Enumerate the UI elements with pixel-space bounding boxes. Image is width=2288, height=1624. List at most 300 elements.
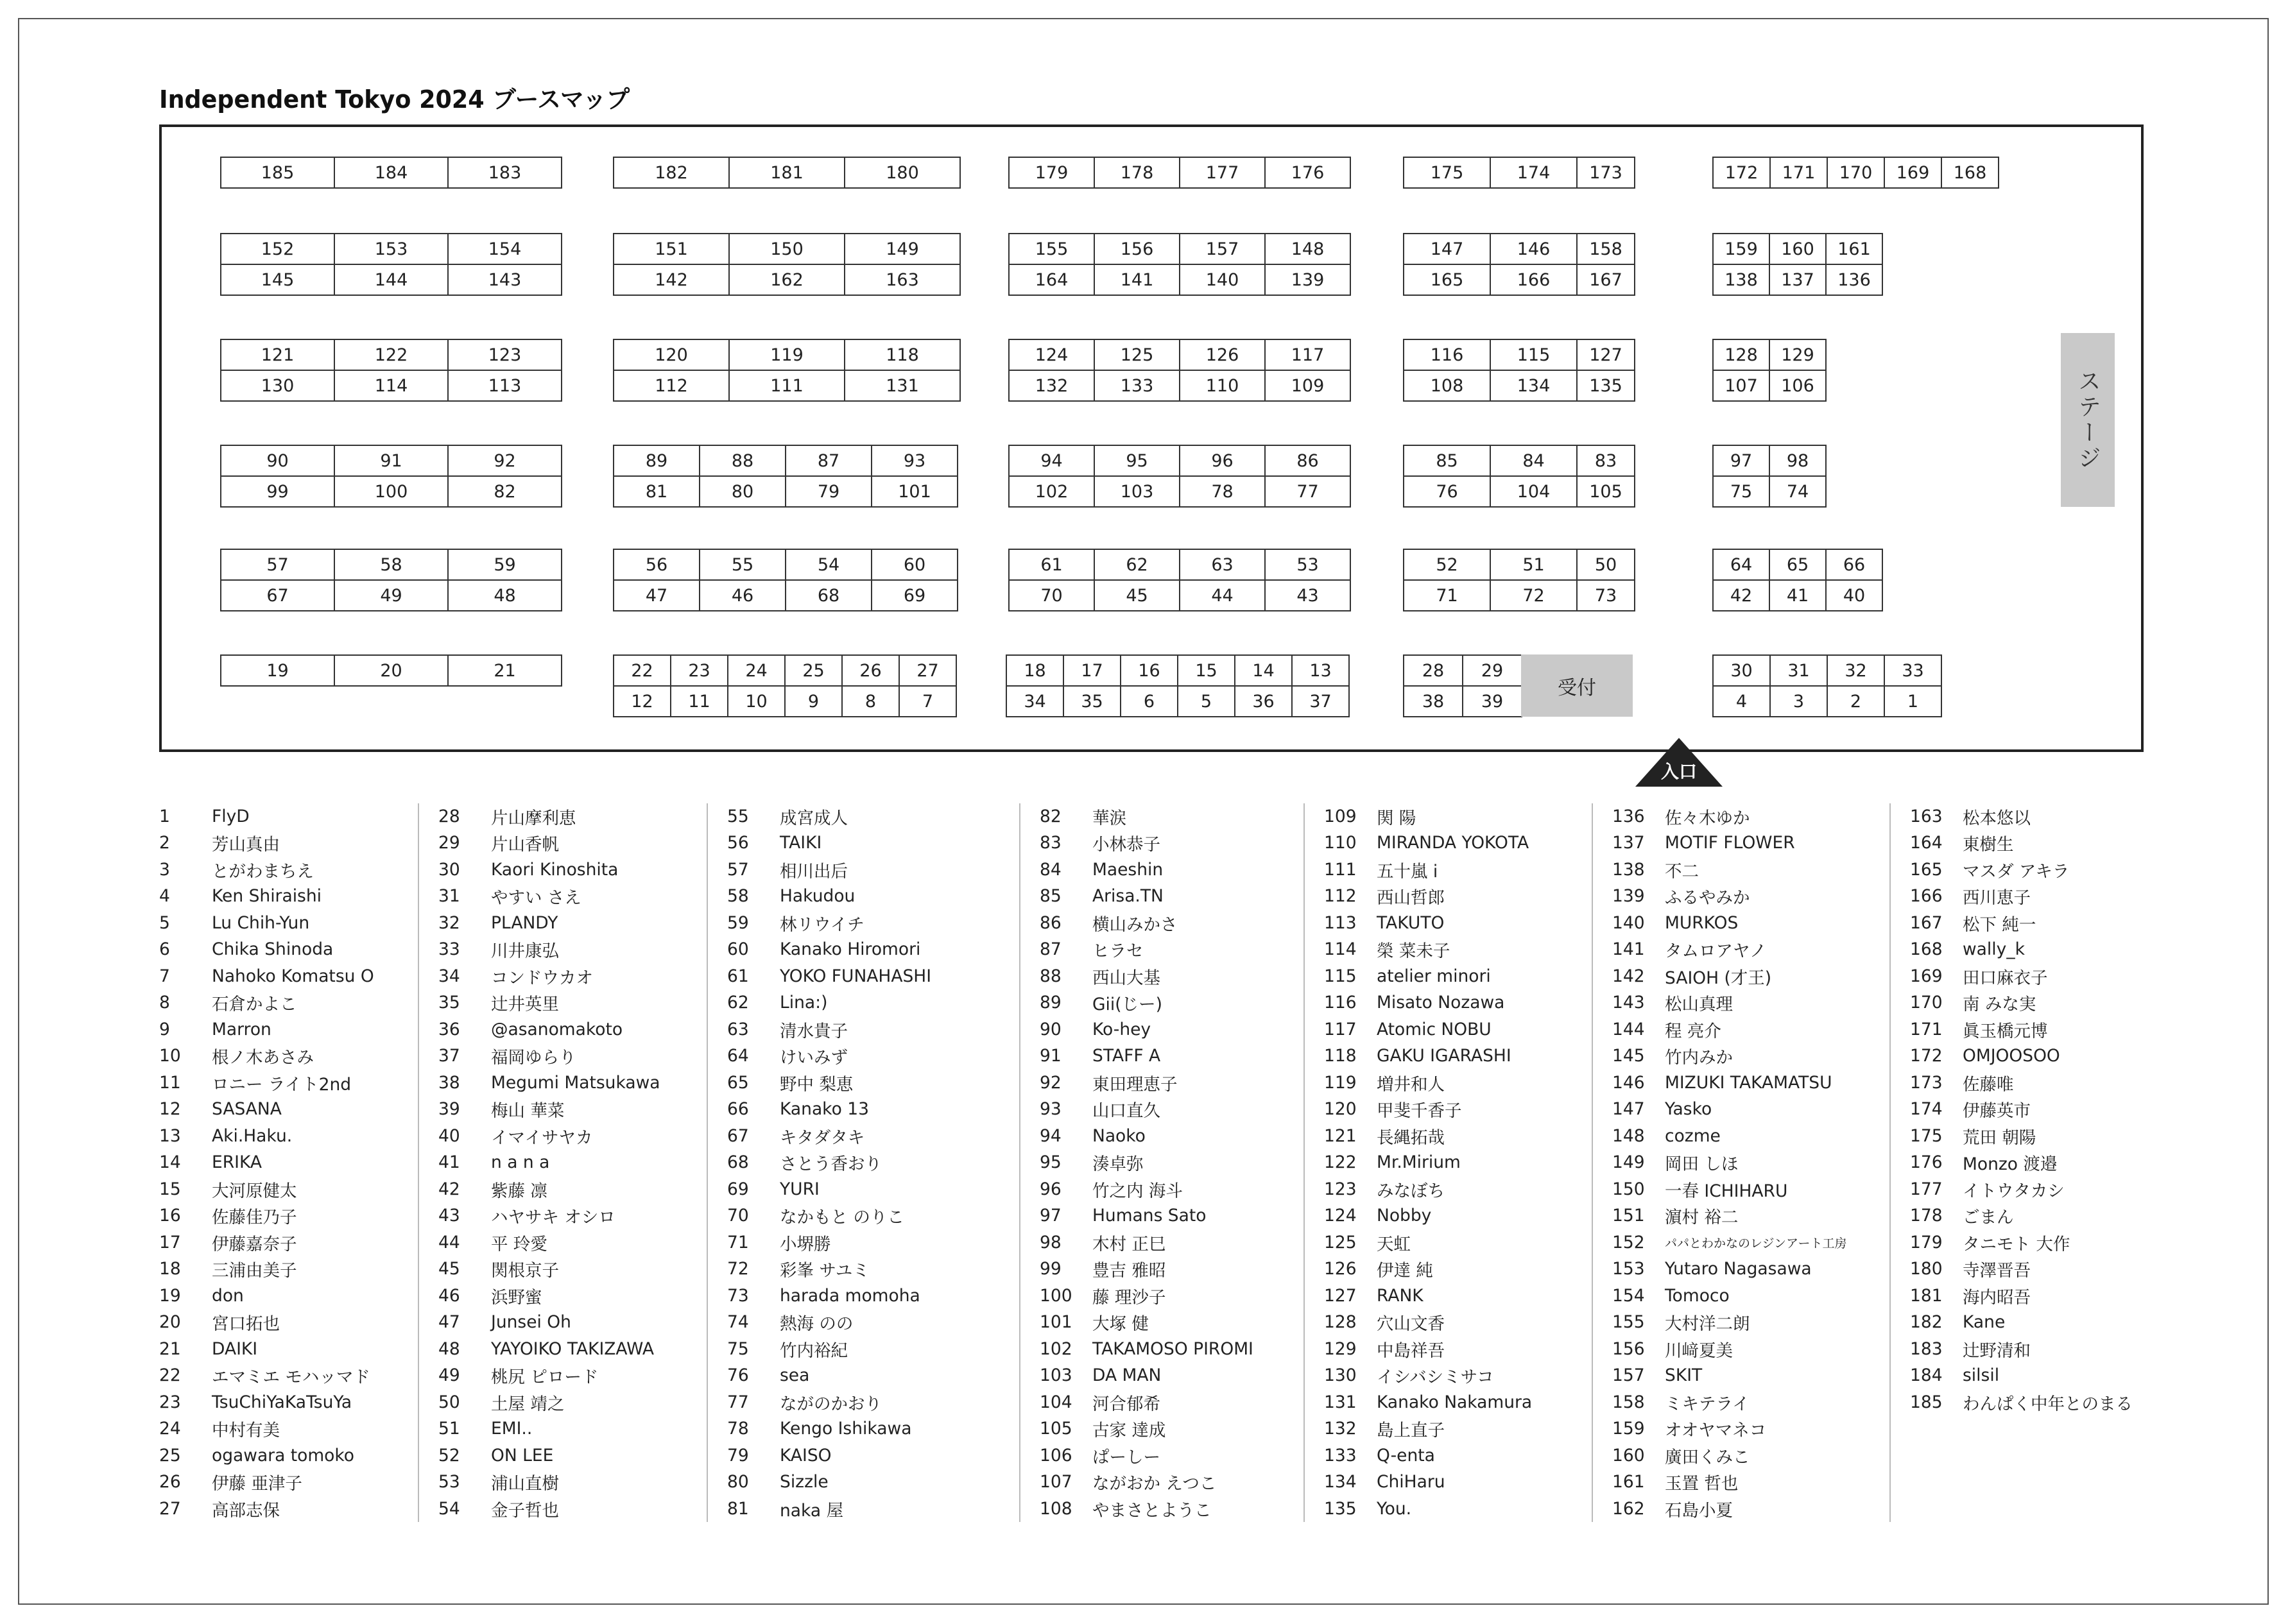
- booth-number: 79: [727, 1445, 749, 1466]
- exhibitor-row: [159, 1176, 297, 1202]
- exhibitor-name: atelier minori: [1377, 966, 1491, 986]
- exhibitor-name: 辻井英里: [491, 995, 559, 1014]
- exhibitor-name: PLANDY: [491, 912, 558, 933]
- booth-cell: 73: [1576, 579, 1635, 611]
- booth-number: 13: [159, 1125, 181, 1146]
- booth-number: 75: [727, 1338, 749, 1359]
- booth-number: 166: [1910, 886, 1943, 906]
- exhibitor-name: FlyD: [212, 806, 250, 826]
- booth-number: 7: [159, 966, 170, 986]
- exhibitor-row: [438, 1283, 542, 1308]
- booth-number: 16: [159, 1206, 181, 1226]
- booth-cell: 125: [1094, 339, 1180, 371]
- booth-cell: 173: [1576, 157, 1635, 189]
- booth-cell: 109: [1264, 370, 1351, 402]
- exhibitor-name: 田口麻衣子: [1963, 968, 2048, 988]
- booth-number: 148: [1612, 1125, 1645, 1146]
- booth-number: 98: [1040, 1232, 1062, 1252]
- booth-number: 150: [1612, 1179, 1645, 1199]
- exhibitor-row: [1040, 1176, 1183, 1202]
- booth-cell: 48: [447, 579, 562, 611]
- exhibitor-name: ChiHaru: [1377, 1472, 1445, 1492]
- exhibitor-name: 東樹生: [1963, 835, 2014, 855]
- booth-cell: 94: [1008, 445, 1095, 477]
- exhibitor-row: [727, 1070, 853, 1095]
- exhibitor-row: [1910, 1123, 2036, 1149]
- exhibitor-name: パパとわかなのレジンアート工房: [1665, 1236, 1847, 1251]
- exhibitor-row: [1324, 910, 1444, 936]
- booth-number: 153: [1612, 1259, 1645, 1279]
- booth-cell: 112: [613, 370, 730, 402]
- exhibitor-row: [727, 857, 848, 882]
- booth-number: 21: [159, 1338, 181, 1359]
- exhibitor-row: [159, 1070, 351, 1095]
- exhibitor-name: 大河原健太: [212, 1181, 297, 1201]
- exhibitor-name: Maeshin: [1092, 859, 1164, 880]
- booth-cell: 164: [1008, 264, 1095, 296]
- booth-cell: 139: [1264, 264, 1351, 296]
- booth-cell: 52: [1403, 549, 1491, 581]
- exhibitor-row: [1910, 1336, 2031, 1362]
- exhibitor-row: [727, 1043, 848, 1069]
- exhibitor-row: [1040, 1496, 1212, 1521]
- booth-number: 96: [1040, 1179, 1062, 1199]
- booth-cell: 34: [1006, 685, 1064, 717]
- booth-number: 126: [1324, 1259, 1357, 1279]
- booth-cell: 100: [334, 475, 449, 508]
- exhibitor-row: [1910, 1203, 2014, 1229]
- exhibitor-row: [1612, 884, 1750, 909]
- booth-number: 51: [438, 1419, 460, 1439]
- booth-cell: 146: [1490, 233, 1578, 265]
- booth-cell: 31: [1769, 654, 1828, 687]
- booth-cell: 60: [871, 549, 958, 581]
- booth-number: 157: [1612, 1365, 1645, 1385]
- booth-cell: 46: [699, 579, 786, 611]
- booth-number: 110: [1324, 833, 1357, 853]
- exhibitor-row: [1910, 803, 2031, 829]
- exhibitor-row: [159, 1203, 297, 1229]
- exhibitor-name: STAFF A: [1092, 1046, 1161, 1066]
- exhibitor-name: ogawara tomoko: [212, 1445, 354, 1466]
- exhibitor-row: [159, 1310, 280, 1335]
- booth-cell: 77: [1264, 475, 1351, 508]
- exhibitor-name: マスダ アキラ: [1963, 861, 2070, 882]
- exhibitor-row: [1910, 1229, 2070, 1255]
- booth-number: 139: [1612, 886, 1645, 906]
- booth-number: 3: [159, 859, 170, 880]
- booth-cell: 39: [1462, 685, 1522, 717]
- exhibitor-row: [159, 1363, 370, 1389]
- exhibitor-name: sea: [780, 1365, 810, 1385]
- exhibitor-name: とがわまちえ: [212, 861, 314, 882]
- booth-number: 181: [1910, 1285, 1943, 1306]
- booth-cell: 6: [1120, 685, 1178, 717]
- booth-cell: 30: [1712, 654, 1771, 687]
- exhibitor-name: 伊藤嘉奈子: [212, 1234, 297, 1254]
- exhibitor-row: [438, 1203, 615, 1229]
- exhibitor-name: SAIOH (才王): [1665, 968, 1772, 988]
- booth-cell: 57: [220, 549, 335, 581]
- entrance-label: 入口: [1660, 761, 1697, 782]
- booth-number: 71: [727, 1232, 749, 1252]
- exhibitor-row: [1324, 884, 1445, 909]
- booth-number: 146: [1612, 1072, 1645, 1093]
- booth-number: 23: [159, 1392, 181, 1412]
- booth-number: 47: [438, 1312, 460, 1332]
- booth-number: 87: [1040, 939, 1062, 959]
- booth-number: 48: [438, 1338, 460, 1359]
- booth-cell: 14: [1234, 654, 1293, 687]
- exhibitor-row: [727, 1336, 848, 1362]
- exhibitor-row: [727, 1283, 920, 1308]
- exhibitor-name: 辻野清和: [1963, 1340, 2031, 1361]
- exhibitor-name: OMJOOSOO: [1963, 1046, 2060, 1066]
- booth-cell: 121: [220, 339, 335, 371]
- booth-number: 182: [1910, 1312, 1943, 1332]
- booth-number: 180: [1910, 1259, 1943, 1279]
- exhibitor-row: [438, 1496, 559, 1521]
- booth-number: 49: [438, 1365, 460, 1385]
- booth-cell: 97: [1712, 445, 1770, 477]
- exhibitor-name: YURI: [780, 1179, 820, 1199]
- booth-cell: 24: [727, 654, 786, 687]
- exhibitor-row: [1910, 963, 2048, 989]
- booth-cell: 54: [785, 549, 872, 581]
- exhibitor-name: Yutaro Nagasawa: [1665, 1259, 1812, 1279]
- exhibitor-column: [1889, 803, 2167, 1522]
- booth-cell: 44: [1179, 579, 1266, 611]
- booth-cell: 5: [1177, 685, 1235, 717]
- exhibitor-column: [1303, 803, 1581, 1522]
- exhibitor-row: [1612, 1442, 1750, 1468]
- exhibitor-row: [1612, 990, 1733, 1016]
- exhibitor-row: [1040, 1016, 1151, 1042]
- exhibitor-row: [1324, 1176, 1445, 1202]
- exhibitor-row: [1324, 1150, 1461, 1175]
- exhibitor-name: さとう香おり: [780, 1154, 882, 1174]
- booth-number: 31: [438, 886, 460, 906]
- booth-number: 22: [159, 1365, 181, 1385]
- booth-cell: 180: [844, 157, 961, 189]
- booth-number: 85: [1040, 886, 1062, 906]
- booth-number: 93: [1040, 1099, 1062, 1119]
- exhibitor-name: Monzo 渡邉: [1963, 1154, 2058, 1174]
- booth-number: 50: [438, 1392, 460, 1412]
- exhibitor-row: [159, 1416, 280, 1442]
- exhibitor-row: [1612, 1070, 1832, 1095]
- exhibitor-name: Naoko: [1092, 1125, 1146, 1146]
- exhibitor-name: 不二: [1665, 861, 1699, 882]
- exhibitor-name: 彩峯 サユミ: [780, 1261, 870, 1281]
- exhibitor-row: [727, 1310, 853, 1335]
- exhibitor-name: わんぱく中年とのまる: [1963, 1394, 2133, 1414]
- booth-number: 130: [1324, 1365, 1357, 1385]
- booth-cell: 162: [728, 264, 845, 296]
- booth-cell: 119: [728, 339, 845, 371]
- exhibitor-name: 宮口拓也: [212, 1314, 280, 1334]
- booth-number: 173: [1910, 1072, 1943, 1093]
- exhibitor-row: [727, 1469, 829, 1495]
- booth-cell: 87: [785, 445, 872, 477]
- exhibitor-name: 相川出后: [780, 861, 848, 882]
- exhibitor-name: 芳山真由: [212, 835, 280, 855]
- exhibitor-row: [438, 1469, 559, 1495]
- booth-number: 129: [1324, 1338, 1357, 1359]
- exhibitor-name: Arisa.TN: [1092, 886, 1164, 906]
- booth-cell: 47: [613, 579, 700, 611]
- booth-number: 14: [159, 1152, 181, 1172]
- booth-cell: 93: [871, 445, 958, 477]
- booth-cell: 25: [784, 654, 843, 687]
- booth-cell: 23: [670, 654, 728, 687]
- booth-number: 83: [1040, 833, 1062, 853]
- booth-cell: 53: [1264, 549, 1351, 581]
- exhibitor-row: [727, 1496, 843, 1521]
- booth-cell: 161: [1825, 233, 1883, 265]
- exhibitor-row: [1910, 910, 2036, 936]
- exhibitor-row: [159, 1123, 292, 1149]
- booth-cell: 108: [1403, 370, 1491, 402]
- booth-number: 147: [1612, 1099, 1645, 1119]
- exhibitor-name: 梅山 華菜: [491, 1101, 565, 1121]
- booth-cell: 111: [728, 370, 845, 402]
- exhibitor-row: [727, 1442, 832, 1468]
- booth-number: 11: [159, 1072, 181, 1093]
- booth-number: 6: [159, 939, 170, 959]
- booth-cell: 123: [447, 339, 562, 371]
- exhibitor-name: Lu Chih-Yun: [212, 912, 310, 933]
- booth-number: 170: [1910, 993, 1943, 1013]
- exhibitor-name: 竹内みか: [1665, 1048, 1733, 1068]
- exhibitor-name: 紫藤 凛: [491, 1181, 547, 1201]
- booth-number: 128: [1324, 1312, 1357, 1332]
- exhibitor-row: [159, 1016, 271, 1042]
- exhibitor-name: 榮 菜未子: [1377, 941, 1450, 961]
- exhibitor-row: [727, 1229, 831, 1255]
- exhibitor-row: [1910, 857, 2069, 882]
- booth-cell: 68: [785, 579, 872, 611]
- booth-cell: 79: [785, 475, 872, 508]
- booth-cell: 22: [613, 654, 671, 687]
- exhibitor-row: [159, 884, 322, 909]
- exhibitor-name: Sizzle: [780, 1472, 829, 1492]
- booth-cell: 61: [1008, 549, 1095, 581]
- booth-number: 160: [1612, 1445, 1645, 1466]
- exhibitor-name: 中島祥吾: [1377, 1340, 1445, 1361]
- booth-cell: 13: [1291, 654, 1350, 687]
- exhibitor-row: [159, 1442, 354, 1468]
- exhibitor-row: [1910, 937, 2025, 962]
- booth-number: 117: [1324, 1019, 1357, 1039]
- exhibitor-name: 関 陽: [1377, 808, 1416, 828]
- exhibitor-name: 伊藤英市: [1963, 1101, 2031, 1121]
- booth-cell: 182: [613, 157, 730, 189]
- booth-cell: 136: [1825, 264, 1883, 296]
- booth-number: 138: [1612, 859, 1645, 880]
- exhibitor-row: [159, 910, 309, 936]
- exhibitor-row: [1910, 1070, 2014, 1095]
- exhibitor-name: イトウタカシ: [1963, 1181, 2065, 1201]
- exhibitor-row: [1324, 1363, 1494, 1389]
- exhibitor-row: [727, 1203, 904, 1229]
- exhibitor-row: [1910, 1016, 2048, 1042]
- exhibitor-name: You.: [1377, 1498, 1412, 1519]
- exhibitor-name: イマイサヤカ: [491, 1127, 593, 1148]
- booth-cell: 151: [613, 233, 730, 265]
- exhibitor-name: 西山大基: [1092, 968, 1160, 988]
- exhibitor-row: [438, 1150, 549, 1175]
- exhibitor-name: ロニー ライト2nd: [212, 1074, 352, 1095]
- exhibitor-row: [1040, 1283, 1166, 1308]
- exhibitor-row: [1040, 884, 1164, 909]
- exhibitor-name: Hakudou: [780, 886, 856, 906]
- exhibitor-name: cozme: [1665, 1125, 1721, 1146]
- booth-number: 67: [727, 1125, 749, 1146]
- booth-cell: 98: [1769, 445, 1827, 477]
- booth-cell: 178: [1094, 157, 1180, 189]
- booth-cell: 11: [670, 685, 728, 717]
- exhibitor-row: [1324, 963, 1491, 989]
- booth-number: 76: [727, 1365, 749, 1385]
- exhibitor-row: [727, 1150, 882, 1175]
- exhibitor-row: [1040, 990, 1162, 1016]
- exhibitor-name: 片山香帆: [491, 835, 559, 855]
- exhibitor-row: [1910, 1176, 2065, 1202]
- exhibitor-row: [1910, 1363, 1999, 1389]
- booth-cell: 167: [1576, 264, 1635, 296]
- booth-number: 135: [1324, 1498, 1357, 1519]
- exhibitor-row: [438, 1256, 559, 1282]
- booth-cell: 10: [727, 685, 786, 717]
- booth-cell: 122: [334, 339, 449, 371]
- booth-cell: 144: [334, 264, 449, 296]
- booth-number: 107: [1040, 1472, 1072, 1492]
- exhibitor-row: [1040, 1389, 1160, 1415]
- exhibitor-name: 佐々木ゆか: [1665, 808, 1750, 828]
- booth-cell: 16: [1120, 654, 1178, 687]
- booth-number: 165: [1910, 859, 1943, 880]
- booth-number: 123: [1324, 1179, 1357, 1199]
- booth-cell: 174: [1490, 157, 1578, 189]
- exhibitor-row: [159, 1043, 314, 1069]
- booth-number: 101: [1040, 1312, 1072, 1332]
- booth-number: 140: [1612, 912, 1645, 933]
- exhibitor-row: [438, 1123, 592, 1149]
- booth-number: 142: [1612, 966, 1645, 986]
- booth-cell: 166: [1490, 264, 1578, 296]
- booth-cell: 17: [1063, 654, 1121, 687]
- booth-number: 184: [1910, 1365, 1943, 1385]
- booth-cell: 172: [1712, 157, 1771, 189]
- exhibitor-name: YAYOIKO TAKIZAWA: [491, 1338, 654, 1359]
- exhibitor-name: n a n a: [491, 1152, 550, 1172]
- booth-number: 116: [1324, 993, 1357, 1013]
- booth-number: 162: [1612, 1498, 1645, 1519]
- exhibitor-name: DA MAN: [1092, 1365, 1162, 1385]
- exhibitor-name: ON LEE: [491, 1445, 554, 1466]
- exhibitor-name: 成宮成人: [780, 808, 848, 828]
- exhibitor-row: [727, 990, 827, 1016]
- booth-cell: 152: [220, 233, 335, 265]
- exhibitor-name: けいみず: [780, 1048, 848, 1068]
- booth-cell: 175: [1403, 157, 1491, 189]
- booth-number: 19: [159, 1285, 181, 1306]
- booth-cell: 171: [1769, 157, 1828, 189]
- exhibitor-name: 伊藤 亜津子: [212, 1474, 302, 1494]
- exhibitor-row: [727, 1256, 870, 1282]
- stage-area: [2061, 333, 2115, 507]
- booth-cell: 154: [447, 233, 562, 265]
- exhibitor-row: [1324, 1336, 1445, 1362]
- exhibitor-row: [727, 1097, 869, 1122]
- exhibitor-row: [1040, 1097, 1160, 1122]
- exhibitor-row: [727, 1363, 809, 1389]
- booth-cell: 37: [1291, 685, 1350, 717]
- booth-number: 155: [1612, 1312, 1645, 1332]
- booth-number: 183: [1910, 1338, 1943, 1359]
- exhibitor-row: [1040, 1150, 1144, 1175]
- booth-cell: 40: [1825, 579, 1883, 611]
- booth-number: 178: [1910, 1206, 1943, 1226]
- booth-number: 27: [159, 1498, 181, 1519]
- booth-number: 33: [438, 939, 460, 959]
- booth-number: 18: [159, 1259, 181, 1279]
- exhibitor-row: [1612, 1310, 1750, 1335]
- booth-number: 44: [438, 1232, 460, 1252]
- exhibitor-name: 五十嵐 i: [1377, 861, 1438, 882]
- booth-cell: 110: [1179, 370, 1266, 402]
- exhibitor-row: [159, 1150, 262, 1175]
- booth-number: 39: [438, 1099, 460, 1119]
- booth-cell: 36: [1234, 685, 1293, 717]
- booth-number: 168: [1910, 939, 1943, 959]
- booth-number: 55: [727, 806, 749, 826]
- exhibitor-name: 松本悠以: [1963, 808, 2031, 828]
- booth-cell: 127: [1576, 339, 1635, 371]
- exhibitor-name: 一春 ICHIHARU: [1665, 1181, 1788, 1201]
- exhibitor-row: [159, 857, 314, 882]
- exhibitor-row: [438, 830, 559, 856]
- exhibitor-name: Aki.Haku.: [212, 1125, 293, 1146]
- exhibitor-name: Q-enta: [1377, 1445, 1435, 1466]
- booth-number: 106: [1040, 1445, 1072, 1466]
- exhibitor-row: [1910, 830, 2014, 856]
- exhibitor-name: ごまん: [1963, 1208, 2014, 1227]
- booth-cell: 29: [1462, 654, 1522, 687]
- exhibitor-row: [1324, 1416, 1445, 1442]
- booth-cell: 84: [1490, 445, 1578, 477]
- exhibitor-row: [159, 803, 250, 829]
- booth-number: 28: [438, 806, 460, 826]
- exhibitor-name: Junsei Oh: [491, 1312, 571, 1332]
- booth-number: 42: [438, 1179, 460, 1199]
- exhibitor-name: 高部志保: [212, 1500, 280, 1521]
- exhibitor-row: [1910, 1256, 2031, 1282]
- exhibitor-name: 松山真理: [1665, 995, 1733, 1014]
- booth-cell: 133: [1094, 370, 1180, 402]
- exhibitor-row: [1612, 1016, 1721, 1042]
- booth-cell: 67: [220, 579, 335, 611]
- exhibitor-row: [1324, 1442, 1435, 1468]
- booth-cell: 82: [447, 475, 562, 508]
- exhibitor-row: [727, 1016, 848, 1042]
- booth-number: 141: [1612, 939, 1645, 959]
- exhibitor-row: [1612, 803, 1750, 829]
- booth-number: 73: [727, 1285, 749, 1306]
- booth-number: 100: [1040, 1285, 1072, 1306]
- booth-cell: 35: [1063, 685, 1121, 717]
